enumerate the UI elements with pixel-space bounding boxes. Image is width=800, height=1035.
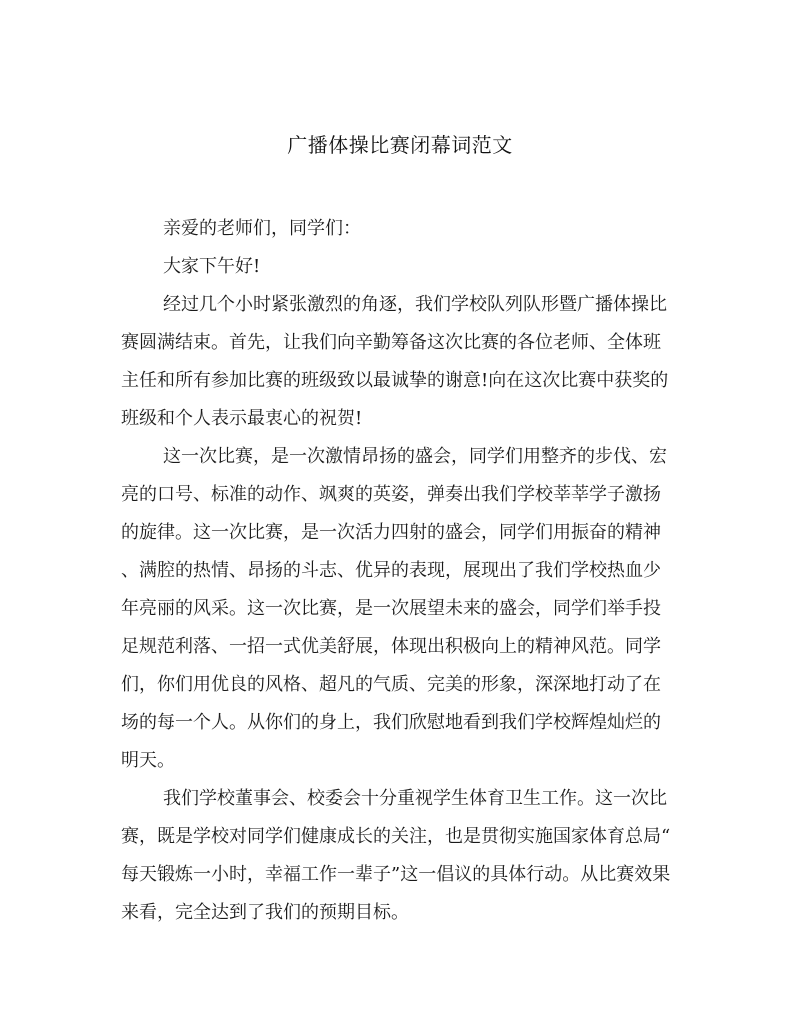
- paragraph-2-line-8: 场的每一个人。从你们的身上，我们欣慰地看到我们学校辉煌灿烂的: [121, 712, 661, 733]
- paragraph-3-line-2: 赛，既是学校对同学们健康成长的关注，也是贯彻实施国家体育总局“: [121, 826, 671, 847]
- paragraph-2-line-5: 年亮丽的风采。这一次比赛，是一次展望未来的盛会，同学们举手投: [121, 598, 661, 619]
- paragraph-3-line-4: 来看，完全达到了我们的预期目标。: [121, 902, 409, 923]
- paragraph-2-line-4: 、满腔的热情、昂扬的斗志、优异的表现，展现出了我们学校热血少: [121, 560, 661, 581]
- document-body: [121, 210, 681, 932]
- paragraph-3-line-3: 每天锻炼一小时，幸福工作一辈子”这一倡议的具体行动。从比赛效果: [121, 864, 671, 885]
- paragraph-2-line-3: 的旋律。这一次比赛，是一次活力四射的盛会，同学们用振奋的精神: [121, 522, 661, 543]
- salutation-line: 亲爱的老师们，同学们：: [163, 218, 361, 239]
- paragraph-2-line-2: 亮的口号、标准的动作、飒爽的英姿，弹奏出我们学校莘莘学子激扬: [121, 484, 661, 505]
- paragraph-1-line-4: 班级和个人表示最衷心的祝贺!: [121, 408, 363, 429]
- paragraph-1-line-3: 主任和所有参加比赛的班级致以最诚挚的谢意!向在这次比赛中获奖的: [121, 370, 669, 391]
- paragraph-2-line-7: 们，你们用优良的风格、超凡的气质、完美的形象，深深地打动了在: [121, 674, 661, 695]
- paragraph-3-line-1: 我们学校董事会、校委会十分重视学生体育卫生工作。这一次比: [163, 788, 667, 809]
- paragraph-1-line-2: 赛圆满结束。首先，让我们向辛勤筹备这次比赛的各位老师、全体班: [121, 332, 661, 353]
- greeting-line: 大家下午好!: [163, 256, 261, 277]
- document-title: 广播体操比赛闭幕词范文: [287, 133, 513, 157]
- paragraph-2-line-1: 这一次比赛，是一次激情昂扬的盛会，同学们用整齐的步伐、宏: [163, 446, 667, 467]
- paragraph-1-line-1: 经过几个小时紧张激烈的角逐，我们学校队列队形暨广播体操比: [163, 294, 667, 315]
- paragraph-2-line-9: 明天。: [121, 750, 175, 771]
- paragraph-2-line-6: 足规范利落、一招一式优美舒展，体现出积极向上的精神风范。同学: [121, 636, 661, 657]
